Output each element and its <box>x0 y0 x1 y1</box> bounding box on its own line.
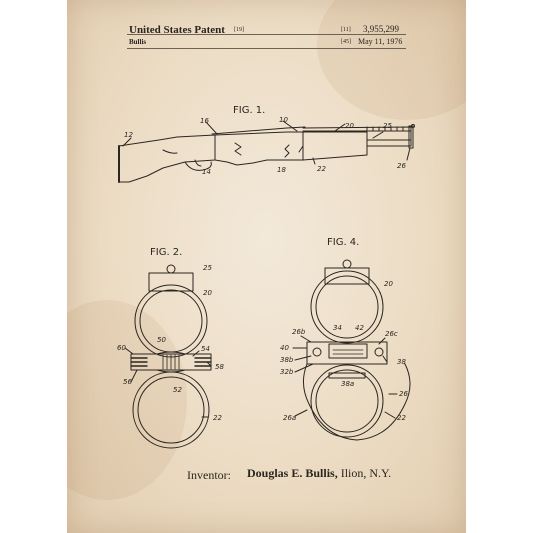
fig2-ref: 50 <box>157 336 166 344</box>
inventor-label: Inventor: <box>187 468 231 482</box>
fig4-ref: 22 <box>397 414 406 422</box>
receiver <box>215 132 303 165</box>
fig1-ref: 18 <box>277 166 286 174</box>
fig2-ref: 25 <box>203 264 212 272</box>
fig1-ref: 20 <box>345 122 354 130</box>
fig4-ref: 32b <box>280 368 294 376</box>
inventor-short: Bullis <box>129 38 147 46</box>
fig2-ref: 54 <box>201 345 210 353</box>
fig1-ref: 12 <box>124 131 133 139</box>
fig2-ref: 60 <box>117 344 126 352</box>
fig4-ref: 34 <box>333 324 342 332</box>
fig4-label: FIG. 4. <box>327 237 360 248</box>
forend-outline <box>303 364 410 440</box>
inventor-name: Douglas E. Bullis, <box>247 466 338 480</box>
number-code: [11] <box>341 27 351 33</box>
fig1-ref: 14 <box>202 168 211 176</box>
date-code: [45] <box>341 39 351 45</box>
fig2-ref: 58 <box>215 363 224 371</box>
patent-drawings <box>67 0 466 533</box>
inventor-block <box>247 466 391 481</box>
fig4-ref: 26a <box>283 414 297 422</box>
stock <box>119 135 215 182</box>
fig4-ref: 40 <box>280 344 289 352</box>
inventor-location: Ilion, N.Y. <box>340 466 392 480</box>
fig2-ref: 22 <box>213 414 222 422</box>
fig1-label: FIG. 1. <box>233 105 266 116</box>
fig4-ref: 20 <box>384 280 393 288</box>
fig4-ref: 38b <box>280 356 294 364</box>
patent-number: 3,955,299 <box>363 24 399 34</box>
fig4-ref: 26c <box>385 330 398 338</box>
title-code: [19] <box>234 27 244 33</box>
fig2-ref: 56 <box>123 378 132 386</box>
fig4-ref: 38 <box>397 358 406 366</box>
fig4-ref: 26 <box>399 390 408 398</box>
fig1-ref: 16 <box>200 117 209 125</box>
fig2-label: FIG. 2. <box>150 247 183 258</box>
fig4-ref: 26b <box>292 328 306 336</box>
fig4-section-view <box>280 237 410 440</box>
fig2-muzzle-view <box>117 247 224 448</box>
patent-header-title: United States Patent <box>129 24 225 36</box>
fig1-ref: 26 <box>397 162 406 170</box>
patent-date: May 11, 1976 <box>358 37 403 46</box>
fig1-ref: 25 <box>383 122 392 130</box>
patent-sheet <box>67 0 466 533</box>
fig4-ref: 42 <box>355 324 364 332</box>
fig1-shotgun <box>119 105 415 182</box>
fig1-ref: 10 <box>279 116 288 124</box>
fig1-ref: 22 <box>317 165 326 173</box>
upper-barrel <box>303 127 411 146</box>
fig2-ref: 20 <box>203 289 212 297</box>
fig2-ref: 52 <box>173 386 182 394</box>
forend <box>303 132 367 160</box>
fig4-ref: 38a <box>341 380 355 388</box>
